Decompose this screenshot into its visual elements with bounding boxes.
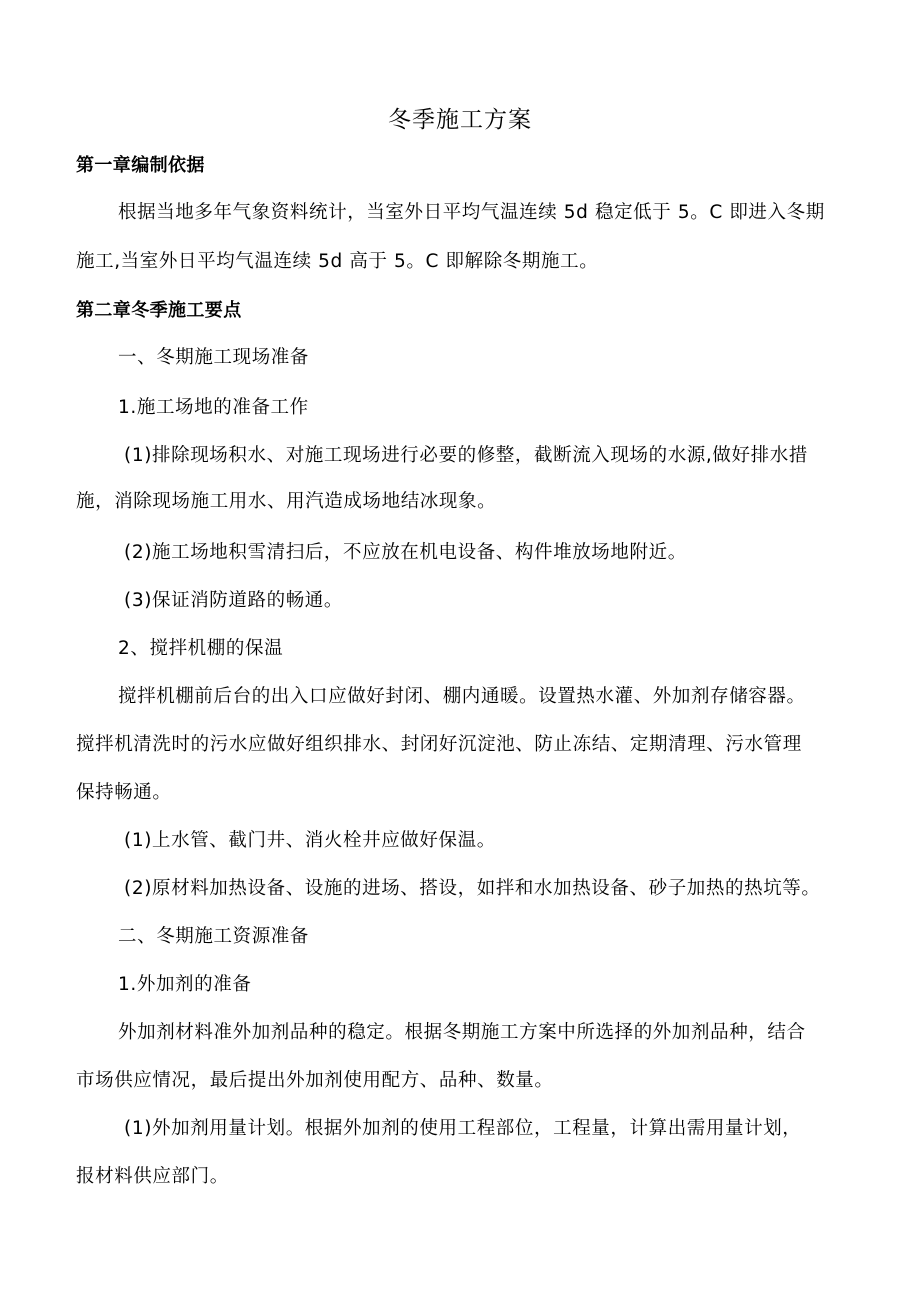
list-item: (3)保证消防道路的畅通。 (124, 590, 344, 611)
list-item: (2)施工场地积雪清扫后，不应放在机电设备、构件堆放场地附近。 (124, 542, 687, 563)
paragraph-line: 搅拌机清洗时的污水应做好组织排水、封闭好沉淀池、防止冻结、定期清理、污水管理 (76, 734, 802, 755)
document-title: 冬季施工方案 (388, 107, 532, 133)
section-heading: 一、冬期施工现场准备 (118, 347, 310, 368)
list-item: (2)原材料加热设备、设施的进场、搭设，如拌和水加热设备、砂子加热的热坑等。 (124, 878, 821, 899)
paragraph-line: 搅拌机棚前后台的出入口应做好封闭、棚内通暖。设置热水灌、外加剂存储容器。 (118, 686, 806, 707)
list-item: (1)排除现场积水、对施工现场进行必要的修整，截断流入现场的水源,做好排水措 (124, 445, 808, 466)
paragraph-line: 市场供应情况，最后提出外加剂使用配方、品种、数量。 (76, 1070, 554, 1091)
paragraph-line: 报材料供应部门。 (76, 1166, 229, 1187)
section-heading: 二、冬期施工资源准备 (118, 926, 310, 947)
paragraph-line: 施工,当室外日平均气温连续 5d 高于 5。C 即解除冬期施工。 (76, 251, 599, 272)
subsection-heading: 1.施工场地的准备工作 (118, 397, 309, 418)
list-item: (1)外加剂用量计划。根据外加剂的使用工程部位，工程量，计算出需用量计划， (124, 1118, 802, 1139)
subsection-heading: 1.外加剂的准备 (118, 974, 252, 995)
list-item: (1)上水管、截门井、消火栓井应做好保温。 (124, 830, 496, 851)
chapter-2-heading: 第二章冬季施工要点 (76, 300, 242, 321)
chapter-1-heading: 第一章编制依据 (76, 155, 205, 176)
subsection-heading: 2、搅拌机棚的保温 (118, 638, 284, 659)
paragraph-line: 外加剂材料准外加剂品种的稳定。根据冬期施工方案中所选择的外加剂品种，结合 (118, 1022, 806, 1043)
paragraph-line: 施，消除现场施工用水、用汽造成场地结冰现象。 (76, 491, 497, 512)
paragraph-line: 保持畅通。 (76, 782, 172, 803)
paragraph-line: 根据当地多年气象资料统计，当室外日平均气温连续 5d 稳定低于 5。C 即进入冬期 (118, 202, 825, 223)
